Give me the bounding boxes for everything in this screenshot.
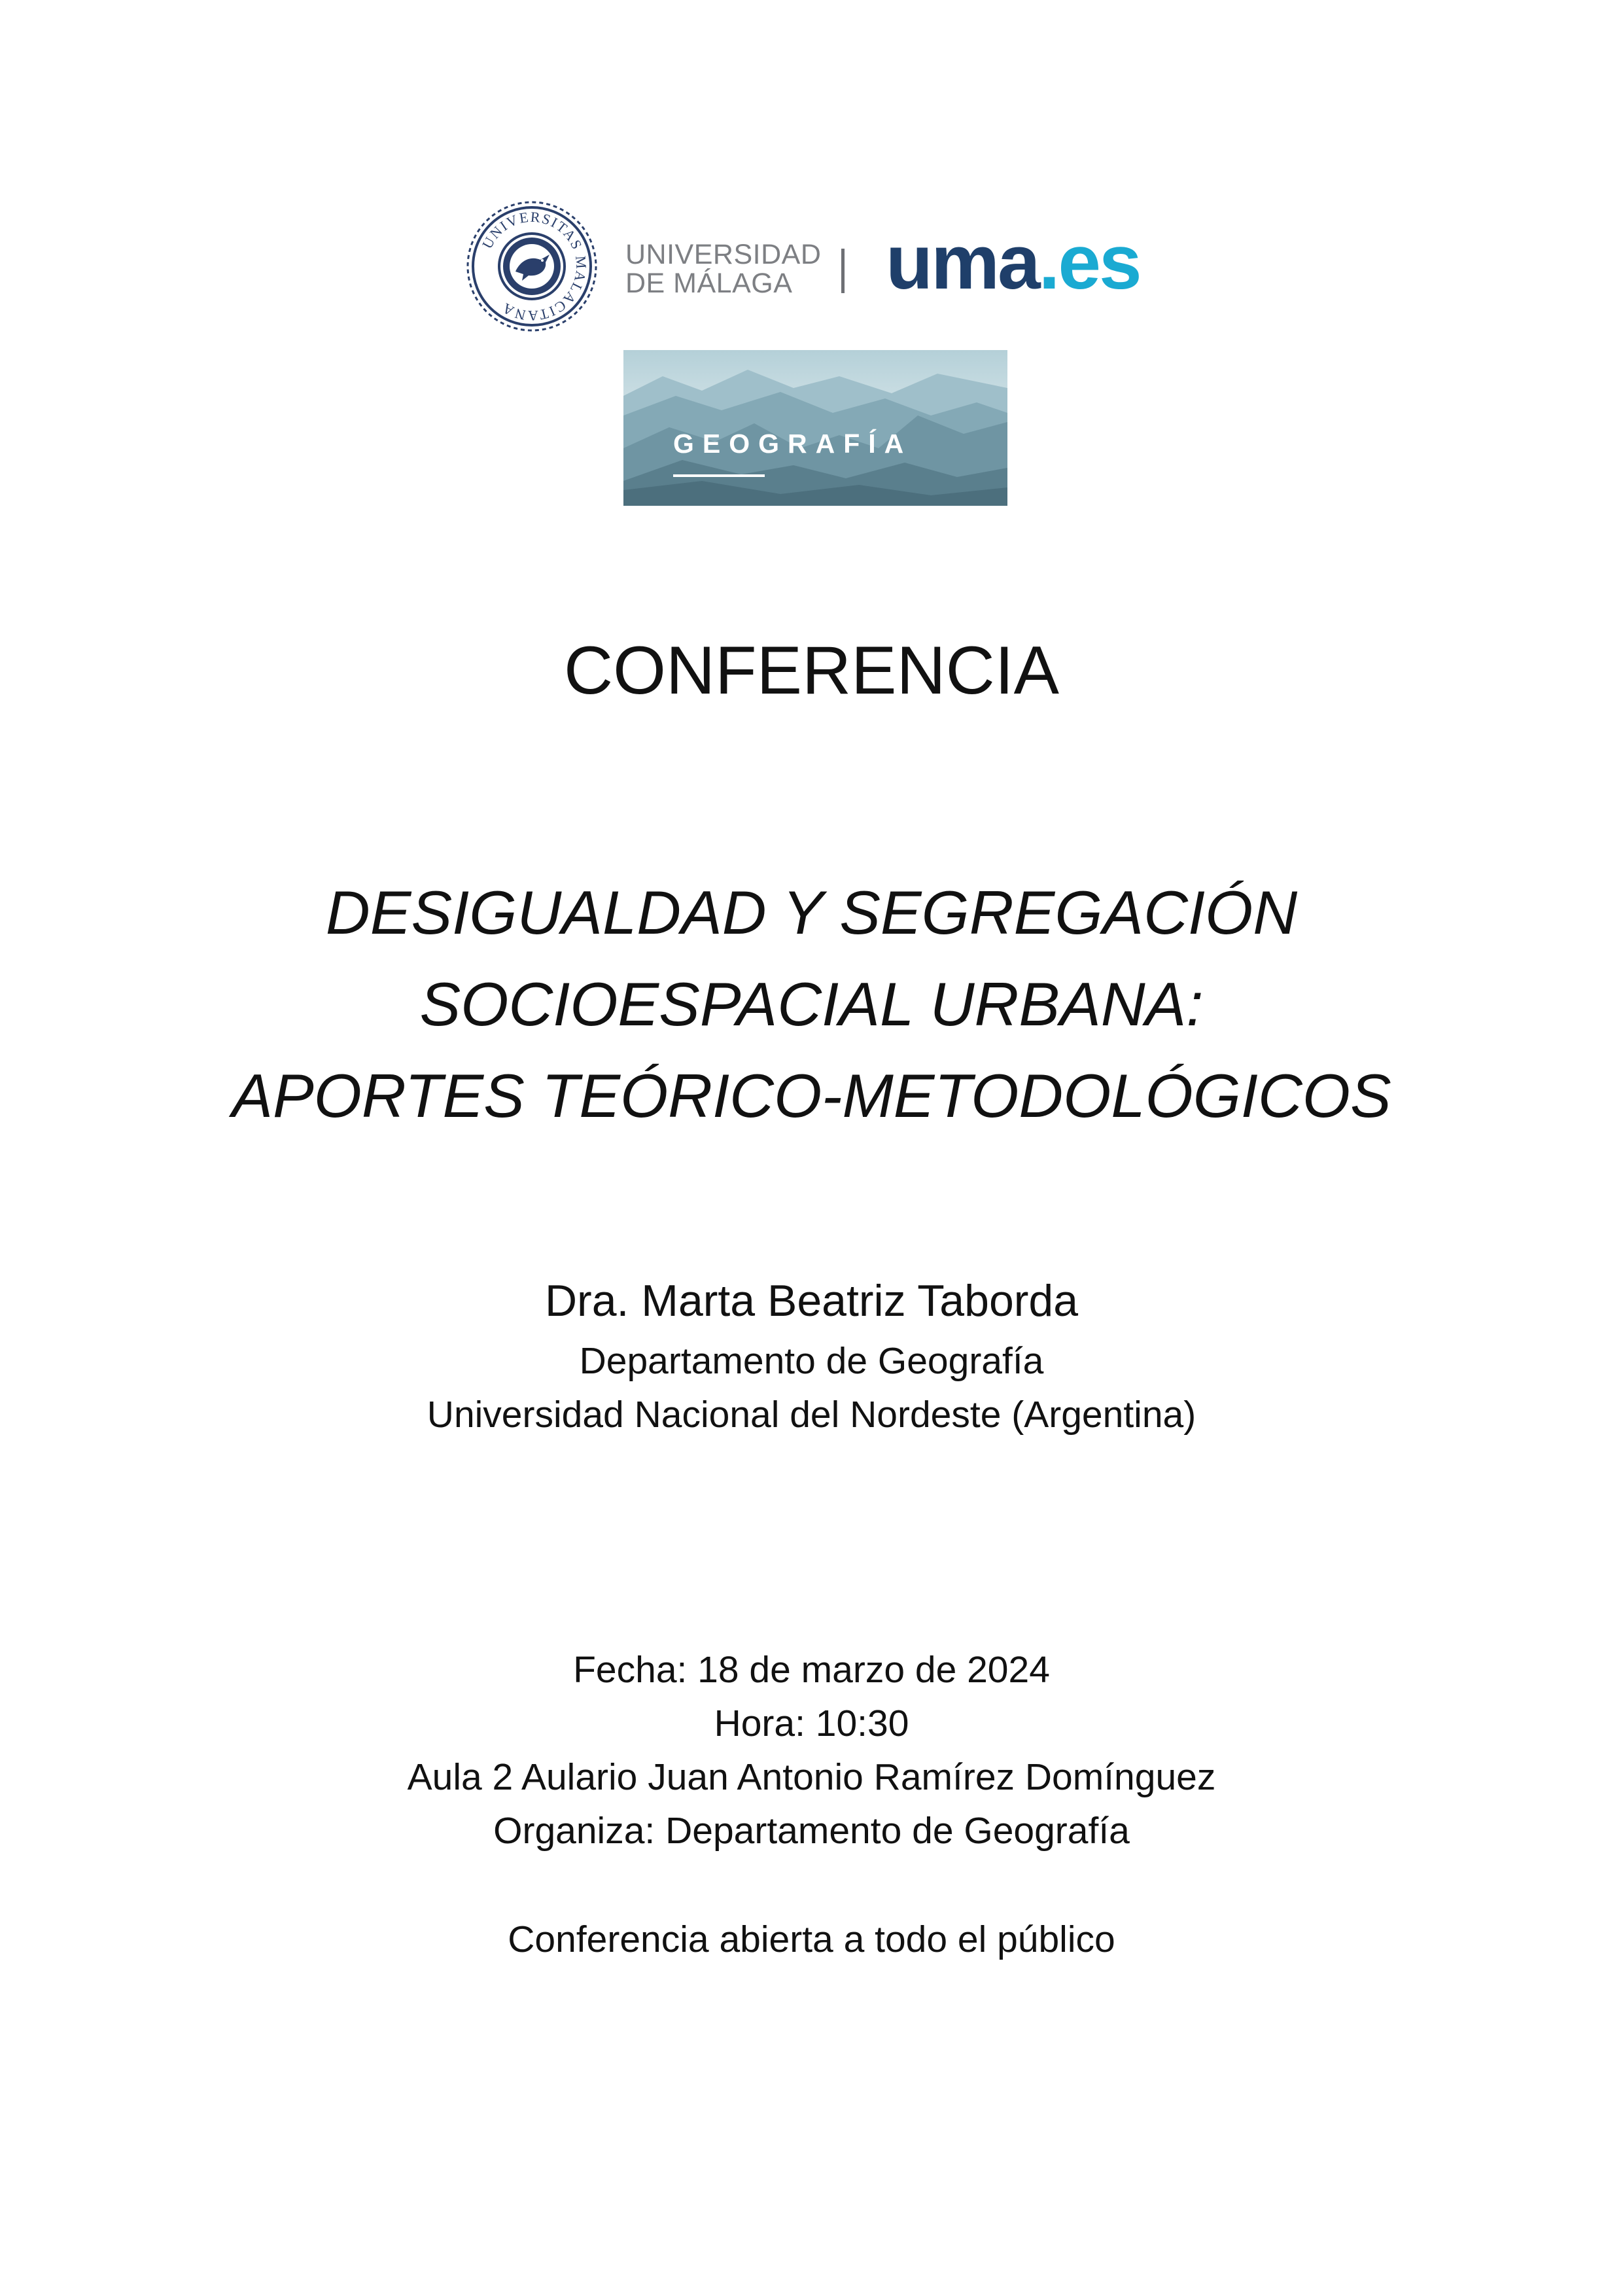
uma-es-brand (886, 219, 1140, 306)
event-time: Hora: 10:30 (714, 1703, 909, 1744)
university-seal-icon (463, 200, 601, 334)
logo-divider (841, 249, 845, 293)
talk-title (0, 867, 1623, 1142)
university-name (625, 240, 821, 298)
event-organizer: Organiza: Departamento de Geografía (493, 1810, 1130, 1852)
speaker-department: Departamento de Geografía (579, 1340, 1044, 1382)
university-logo (463, 200, 1157, 334)
brand-secondary: .es (1038, 219, 1140, 306)
event-room: Aula 2 Aulario Juan Antonio Ramírez Domínguez (407, 1756, 1216, 1798)
talk-title-line: DESIGUALDAD Y SEGREGACIÓN (325, 878, 1298, 947)
talk-title-line: APORTES TEÓRICO-METODOLÓGICOS (232, 1061, 1391, 1130)
talk-title-line: SOCIOESPACIAL URBANA: (419, 970, 1204, 1038)
university-name-line1: UNIVERSIDAD (625, 239, 822, 270)
event-date: Fecha: 18 de marzo de 2024 (573, 1649, 1050, 1691)
geography-banner (623, 350, 1007, 506)
university-name-line2: DE MÁLAGA (625, 268, 793, 299)
mountain-landscape-icon (623, 350, 1007, 506)
banner-label: GEOGRAFÍA (673, 429, 913, 459)
speaker-name: Dra. Marta Beatriz Taborda (544, 1276, 1079, 1326)
event-type-heading: CONFERENCIA (564, 633, 1059, 709)
speaker-institution: Universidad Nacional del Nordeste (Argentina) (427, 1394, 1196, 1436)
banner-underline (673, 474, 765, 477)
public-access-note: Conferencia abierta a todo el público (508, 1918, 1115, 1960)
seal-ring-text: UNIVERSITAS MALACITANA (478, 208, 590, 325)
brand-primary: uma (886, 219, 1039, 306)
